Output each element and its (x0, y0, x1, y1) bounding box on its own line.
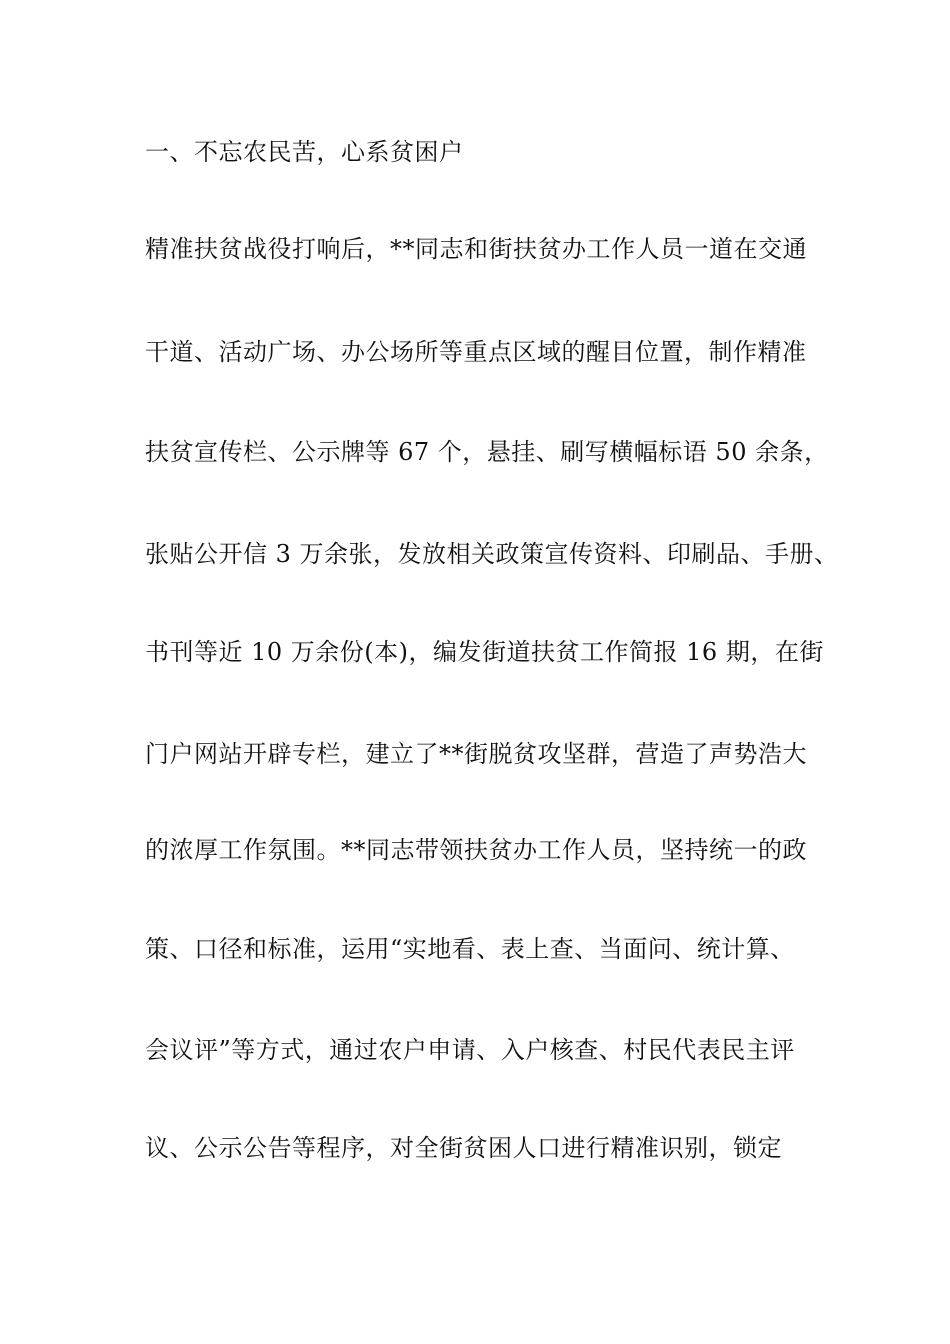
body-line: 扶贫宣传栏、公示牌等 67 个，悬挂、刷写横幅标语 50 余条， (145, 438, 829, 466)
body-line: 干道、活动广场、办公场所等重点区域的醒目位置，制作精准 (145, 338, 807, 366)
body-line: 策、口径和标准，运用“实地看、表上查、当面问、统计算、 (145, 935, 795, 963)
section-heading: 一、不忘农民苦，心系贫困户 (145, 138, 464, 166)
body-line: 门户网站开辟专栏，建立了**街脱贫攻坚群，营造了声势浩大 (145, 740, 807, 768)
body-line: 会议评”等方式，通过农户申请、入户核查、村民代表民主评 (145, 1036, 795, 1064)
body-line: 议、公示公告等程序，对全街贫困人口进行精准识别，锁定 (145, 1134, 782, 1162)
body-line: 张贴公开信 3 万余张，发放相关政策宣传资料、印刷品、手册、 (145, 540, 839, 568)
body-line: 书刊等近 10 万余份(本)，编发街道扶贫工作简报 16 期，在街 (145, 638, 824, 666)
body-line: 精准扶贫战役打响后，**同志和街扶贫办工作人员一道在交通 (145, 235, 807, 263)
body-line: 的浓厚工作氛围。**同志带领扶贫办工作人员，坚持统一的政 (145, 836, 807, 864)
